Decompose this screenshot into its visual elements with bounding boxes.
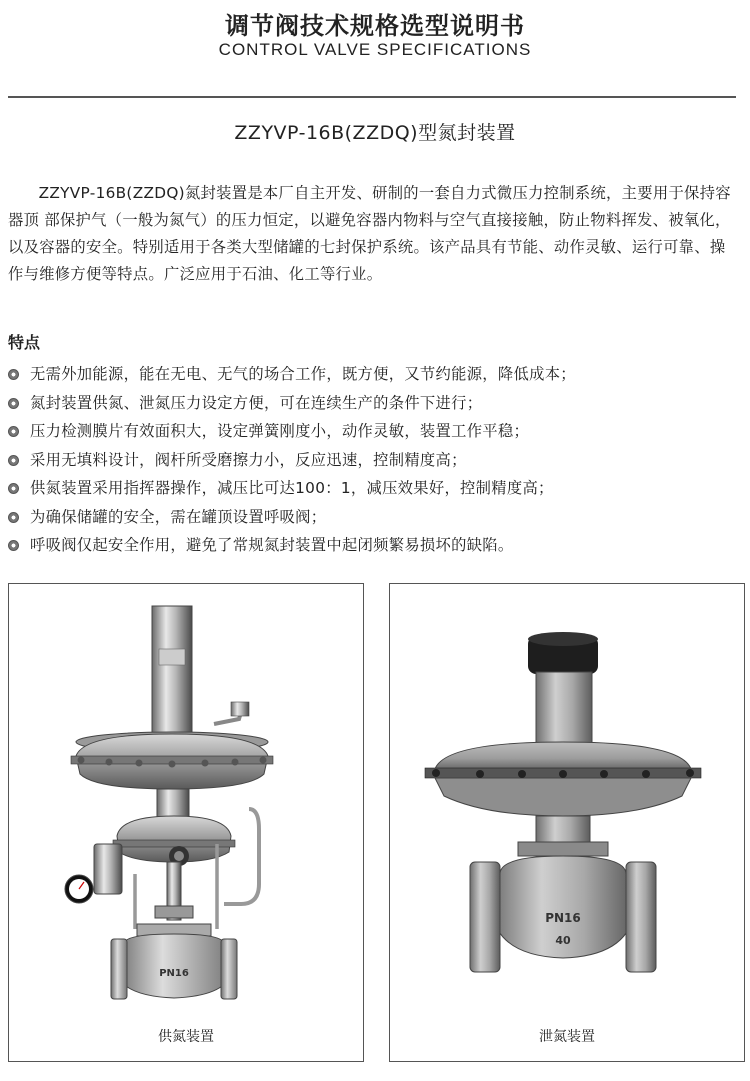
feature-item bbox=[8, 417, 736, 446]
feature-text: 氮封装置供氮、泄氮压力设定方便，可在连续生产的条件下进行； bbox=[30, 393, 483, 412]
model-title: ZZYVP-16B(ZZDQ)型氮封装置 bbox=[234, 122, 516, 144]
supply-valve-photo-frame bbox=[8, 583, 364, 1062]
features-list bbox=[8, 360, 736, 560]
feature-item bbox=[8, 474, 736, 503]
relief-valve-image bbox=[390, 584, 744, 1014]
header-divider bbox=[8, 96, 736, 98]
page-title-en: CONTROL VALVE SPECIFICATIONS bbox=[218, 40, 532, 59]
bullet-icon bbox=[8, 455, 19, 466]
supply-valve-caption: 供氮装置 bbox=[158, 1029, 214, 1045]
feature-text: 压力检测膜片有效面积大，设定弹簧刚度小，动作灵敏，装置工作平稳； bbox=[30, 422, 530, 440]
feature-item bbox=[8, 389, 736, 418]
feature-text: 呼吸阀仅起安全作用，避免了常规氮封装置中起闭频繁易损坏的缺陷。 bbox=[30, 536, 514, 554]
supply-valve-image bbox=[9, 584, 363, 1014]
feature-text: 供氮装置采用指挥器操作，减压比可达100：1，减压效果好，控制精度高； bbox=[30, 479, 554, 497]
bullet-icon bbox=[8, 540, 19, 551]
intro-paragraph: ZZYVP-16B(ZZDQ)氮封装置是本厂自主开发、研制的一套自力式微压力控制系统，主要用于保持容器顶 部保护气（一般为氮气）的压力恒定，以避免容器内物料与空气直接接触，防止物料挥发、被氧化，以及容器的安全。特别适用于各类大型储罐的七封保护系统。该产品具有节能、动作灵敏、运行可靠、操作与维修方便等特点。广泛应用于石油、化工等行业。 bbox=[8, 184, 731, 283]
features-heading: 特点 bbox=[8, 333, 41, 352]
feature-item bbox=[8, 503, 736, 532]
feature-text: 采用无填料设计，阀杆所受磨擦力小，反应迅速，控制精度高； bbox=[30, 450, 467, 469]
feature-item bbox=[8, 531, 736, 560]
bullet-icon bbox=[8, 512, 19, 523]
page-header bbox=[0, 0, 750, 100]
feature-item bbox=[8, 360, 736, 389]
body-marking-pn16: PN16 bbox=[159, 968, 189, 979]
body-marking-pn16: PN16 bbox=[545, 911, 581, 925]
bullet-icon bbox=[8, 483, 19, 494]
body-marking-size: 40 bbox=[555, 934, 571, 947]
page-title-cn: 调节阀技术规格选型说明书 bbox=[225, 12, 525, 40]
bullet-icon bbox=[8, 398, 19, 409]
feature-text: 无需外加能源，能在无电、无气的场合工作，既方便，又节约能源，降低成本； bbox=[30, 365, 576, 383]
relief-valve-photo-frame bbox=[389, 583, 745, 1062]
bullet-icon bbox=[8, 426, 19, 437]
bullet-icon bbox=[8, 369, 19, 380]
feature-item bbox=[8, 446, 736, 475]
relief-valve-caption: 泄氮装置 bbox=[539, 1029, 595, 1045]
feature-text: 为确保储罐的安全，需在罐顶设置呼吸阀； bbox=[30, 507, 327, 526]
